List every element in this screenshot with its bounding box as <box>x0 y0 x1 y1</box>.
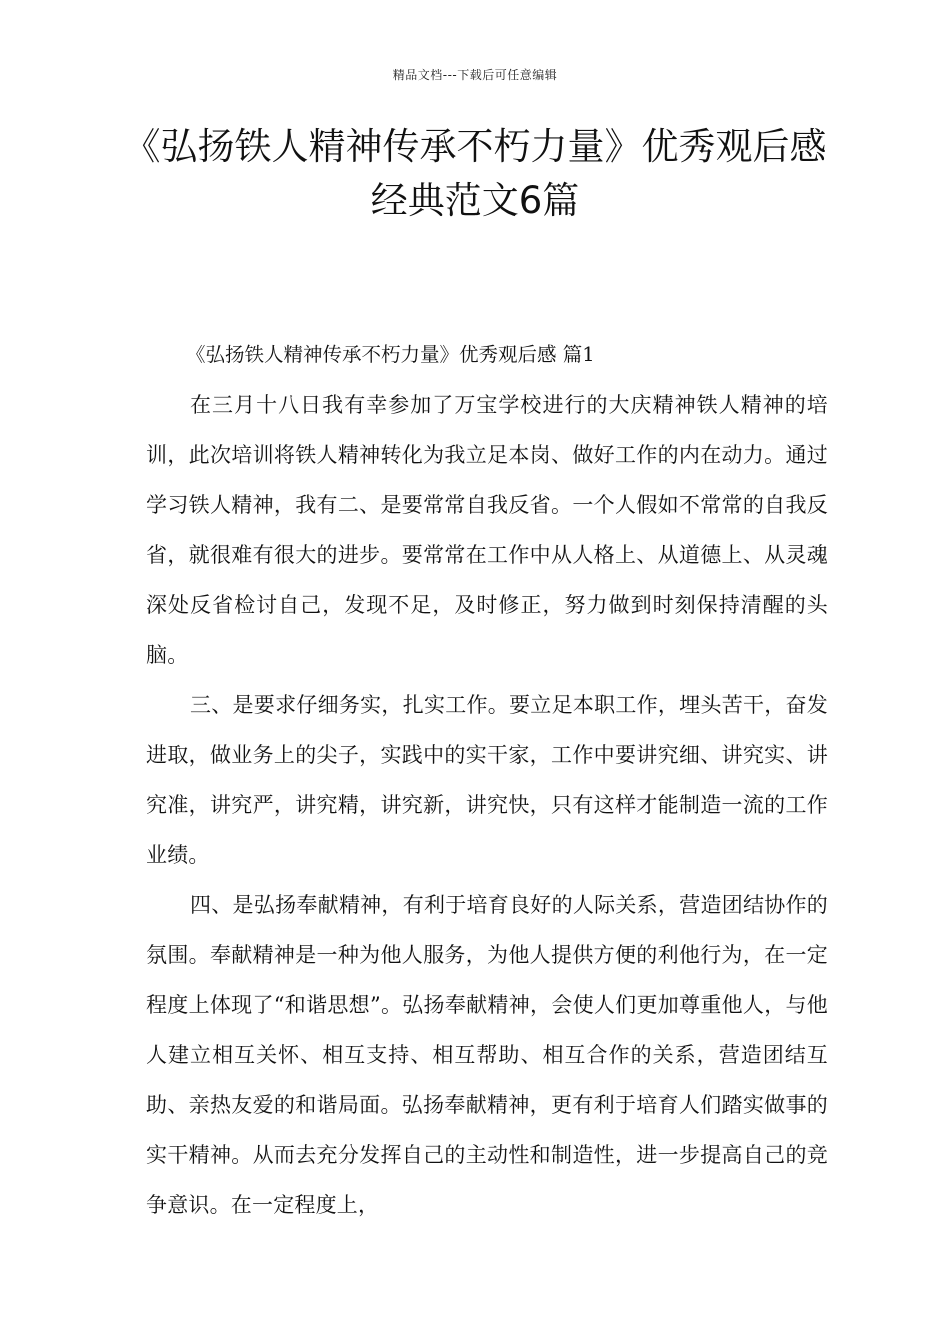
paragraph-2: 三、是要求仔细务实，扎实工作。要立足本职工作，埋头苦干，奋发进取，做业务上的尖子，实践中的实干家，工作中要讲究细、讲究实、讲究准，讲究严，讲究精，讲究新，讲究快，只有这样才能制造一流的工作业绩。 <box>146 693 828 867</box>
paragraph-1: 在三月十八日我有幸参加了万宝学校进行的大庆精神铁人精神的培训，此次培训将铁人精神转化为我立足本岗、做好工作的内在动力。通过学习铁人精神，我有二、是要常常自我反省。一个人假如不常常的自我反省，就很难有很大的进步。要常常在工作中从人格上、从道德上、从灵魂深处反省检讨自己，发现不足，及时修正，努力做到时刻保持清醒的头脑。 <box>146 393 828 667</box>
section-heading: 《弘扬铁人精神传承不朽力量》优秀观后感 篇1 <box>186 343 595 366</box>
page-header-watermark: 精品文档---下载后可任意编辑 <box>392 68 558 82</box>
paragraph-3: 四、是弘扬奉献精神，有利于培育良好的人际关系，营造团结协作的氛围。奉献精神是一种为他人服务，为他人提供方便的利他行为，在一定程度上体现了“和谐思想”。弘扬奉献精神，会使人们更加尊重他人，与他人建立相互关怀、相互支持、相互帮助、相互合作的关系，营造团结互助、亲热友爱的和谐局面。弘扬奉献精神，更有利于培育人们踏实做事的实干精神。从而去充分发挥自己的主动性和制造性，进一步提高自己的竞争意识。在一定程度上， <box>146 893 828 1217</box>
document-title: 《弘扬铁人精神传承不朽力量》优秀观后感经典范文6篇 <box>123 125 827 222</box>
document-body <box>146 330 828 1230</box>
